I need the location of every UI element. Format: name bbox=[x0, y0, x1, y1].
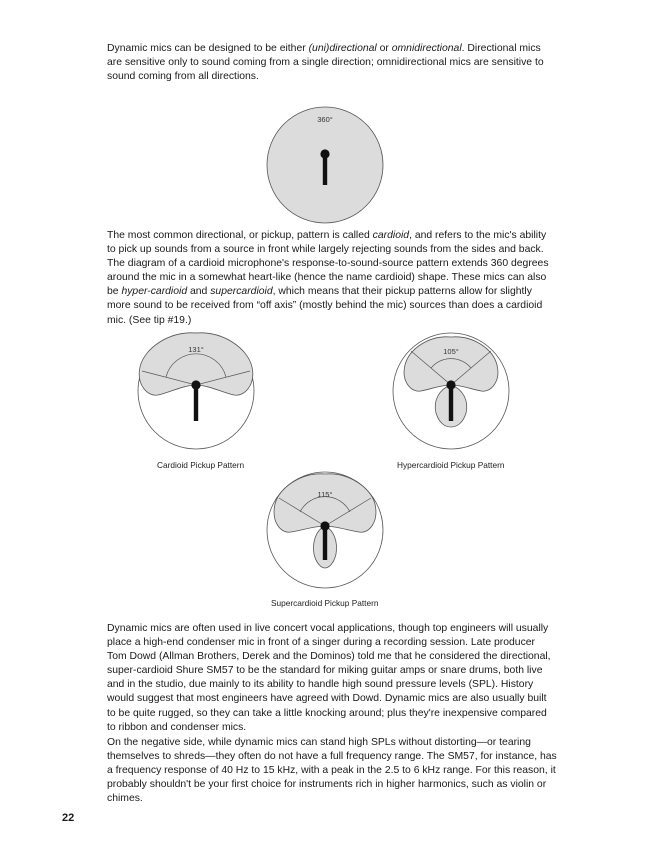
paragraph-dynamic-mic-limitations: On the negative side, while dynamic mics can stand high SPLs without distorting—or tearing themselves to shreds—they often do not have a full frequency range. The SM57, for instance, has a frequency response of 40 Hz to 15 kHz, with a peak in the 2.5 to 6 kHz range. For this reason, it probably shouldn't be your first choice for instruments rich in higher harmonics, such as violin or chimes. bbox=[107, 737, 557, 805]
cardioid-pattern-diagram bbox=[136, 329, 256, 459]
supercardioid-mic-head bbox=[320, 521, 329, 530]
p2-text-3: and bbox=[187, 286, 211, 298]
cardioid-angle-label: 131° bbox=[188, 345, 204, 354]
hypercardioid-angle-label: 105° bbox=[443, 347, 459, 356]
hypercardioid-caption: Hypercardioid Pickup Pattern bbox=[397, 460, 505, 470]
cardioid-caption: Cardioid Pickup Pattern bbox=[157, 460, 245, 470]
p2-emphasis-cardioid: cardioid bbox=[372, 230, 410, 241]
paragraph-dynamic-mic-usage: Dynamic mics are often used in live concert vocal applications, though top engineers will usually place a high-end condenser mic in front of a singer during a recording session. Late producer Tom Dowd (Allman Brothers, Derek and the Dominos) told me that he considered the directional, super-cardioid Shure SM57 to be the standard for miking guitar amps or snare drums, both live and in the studio, due mainly to its ability to handle high sound pressure levels (SPL). History would suggest that most engineers have agreed with Dowd. Dynamic mics are also usually built to be quite rugged, so they can take a little knocking around; plus they're inexpensive compared to ribbon and condenser mics. bbox=[107, 623, 551, 733]
p2-text-1: The most common directional, or pickup, pattern is called bbox=[107, 230, 373, 241]
supercardioid-caption: Supercardioid Pickup Pattern bbox=[271, 598, 379, 608]
p1-emphasis-unidirectional: (uni)directional bbox=[308, 43, 377, 54]
omni-angle-label: 360° bbox=[317, 115, 333, 124]
hypercardioid-pattern-diagram bbox=[391, 329, 511, 459]
p1-text-2: or bbox=[376, 43, 392, 54]
paragraph-mic-directionality bbox=[107, 42, 557, 84]
p2-emphasis-hypercardioid: hyper-cardioid bbox=[121, 286, 188, 298]
hypercardioid-mic-body bbox=[449, 385, 453, 421]
page-number: 22 bbox=[62, 812, 75, 824]
p1-text-3: . Directional mics are sensitive only to sound coming from a single direction; omnidirectional mics are sensitive to sound coming from all directions. bbox=[107, 43, 544, 83]
supercardioid-angle-label: 115° bbox=[317, 490, 333, 499]
p2-text-4: , which means that their pickup patterns allow for slightly more sound to be received from “off axis” (mostly behind the mic) sources than does a cardioid mic. (See tip #19.) bbox=[107, 286, 543, 326]
omnidirectional-pattern-diagram bbox=[265, 105, 385, 225]
p1-emphasis-omnidirectional: omnidirectional bbox=[391, 43, 462, 54]
p1-text-1: Dynamic mics can be designed to be either bbox=[107, 43, 309, 54]
hypercardioid-mic-head bbox=[446, 380, 455, 389]
cardioid-mic-body bbox=[194, 385, 198, 421]
p2-text-2: , and refers to the mic's ability to pick up sounds from a source in front while largely rejecting sounds from the sides and back. The diagram of a cardioid microphone's response-to-sound-source pattern extends 360 degrees around the mic in a somewhat heart-like (hence the name cardioid) shape. These mics can also be bbox=[107, 230, 549, 298]
supercardioid-mic-body bbox=[323, 526, 327, 560]
omni-mic-head bbox=[320, 149, 329, 158]
p2-emphasis-supercardioid: supercardioid bbox=[210, 286, 273, 298]
cardioid-mic-head bbox=[191, 380, 200, 389]
supercardioid-pattern-diagram bbox=[265, 468, 385, 598]
omni-mic-body bbox=[323, 154, 327, 185]
paragraph-cardioid-description bbox=[107, 229, 557, 328]
